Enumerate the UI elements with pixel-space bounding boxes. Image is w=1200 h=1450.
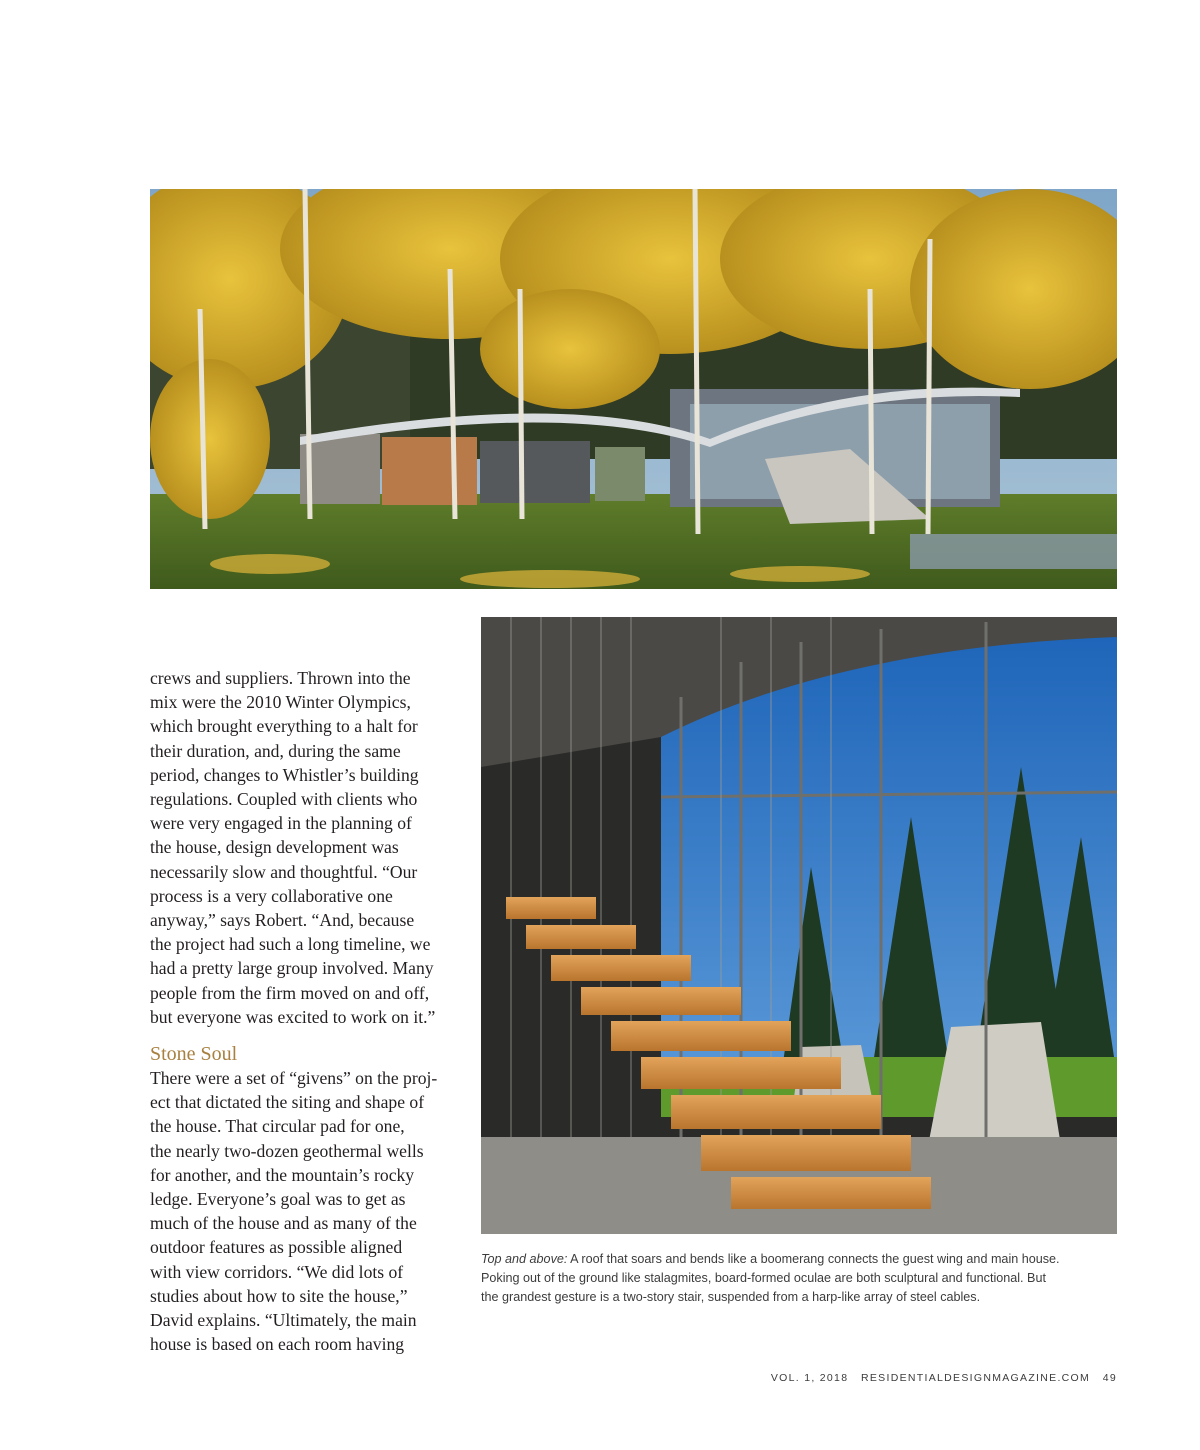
caption-text: A roof that soars and bends like a boomerang connects the guest wing and main house.: [567, 1252, 1060, 1266]
text-line: ledge. Everyone’s goal was to get as: [150, 1189, 406, 1210]
page-number: 49: [1102, 1372, 1117, 1384]
text-line: with view corridors. “We did lots of: [150, 1261, 404, 1282]
text-line: regulations. Coupled with clients who: [150, 789, 418, 810]
stair-photo-interior: [481, 617, 1117, 1234]
footer-site: RESIDENTIALDESIGNMAGAZINE.COM: [861, 1372, 1091, 1384]
text-line: had a pretty large group involved. Many: [150, 958, 434, 979]
page-footer: [771, 1372, 1117, 1384]
text-line: crews and suppliers. Thrown into the: [150, 668, 411, 688]
text-line: the project had such a long timeline, we: [150, 934, 431, 955]
caption-line-3: the grandest gesture is a two-story stair, suspended from a harp-like array of steel cables.: [481, 1290, 981, 1305]
text-line: outdoor features as possible aligned: [150, 1237, 403, 1258]
body-text-column: [150, 666, 470, 1356]
top-photo-aspen-courtyard: [150, 189, 1117, 589]
caption-line-1: [481, 1250, 1121, 1269]
text-line: There were a set of “givens” on the proj-: [150, 1068, 438, 1089]
body-paragraph-2: [150, 1066, 470, 1356]
text-line: the house, design development was: [150, 837, 399, 858]
text-line: their duration, and, during the same: [150, 740, 401, 761]
text-line: were very engaged in the planning of: [150, 813, 412, 834]
text-line: mix were the 2010 Winter Olympics,: [150, 692, 411, 713]
section-subhead: Stone Soul: [150, 1043, 238, 1066]
text-line: David explains. “Ultimately, the main: [150, 1310, 417, 1331]
footer-volume: VOL. 1, 2018: [770, 1372, 849, 1384]
text-line: necessarily slow and thoughtful. “Our: [150, 861, 418, 882]
photo-caption: [481, 1250, 1121, 1308]
text-line: for another, and the mountain’s rocky: [150, 1164, 415, 1185]
caption-line-2: Poking out of the ground like stalagmites, board-formed oculae are both sculptural and functional. But: [481, 1271, 1046, 1286]
text-line: ect that dictated the siting and shape of: [150, 1092, 425, 1113]
text-line: studies about how to site the house,”: [150, 1285, 408, 1306]
text-line: much of the house and as many of the: [150, 1213, 417, 1234]
text-line: process is a very collaborative one: [150, 885, 393, 906]
text-line: people from the firm moved on and off,: [150, 982, 430, 1003]
text-line: but everyone was excited to work on it.”: [150, 1006, 436, 1027]
text-line: period, changes to Whistler’s building: [150, 764, 419, 785]
text-line: the house. That circular pad for one,: [150, 1116, 405, 1137]
aspen-courtyard-illustration: [150, 189, 1117, 589]
body-paragraph-1: [150, 666, 470, 1029]
caption-lead: Top and above:: [481, 1252, 568, 1266]
suspended-stair-illustration: [481, 617, 1117, 1234]
text-line: which brought everything to a halt for: [150, 716, 418, 737]
text-line: anyway,” says Robert. “And, because: [150, 910, 415, 931]
text-line: the nearly two-dozen geothermal wells: [150, 1140, 424, 1161]
text-line: house is based on each room having: [150, 1334, 405, 1355]
